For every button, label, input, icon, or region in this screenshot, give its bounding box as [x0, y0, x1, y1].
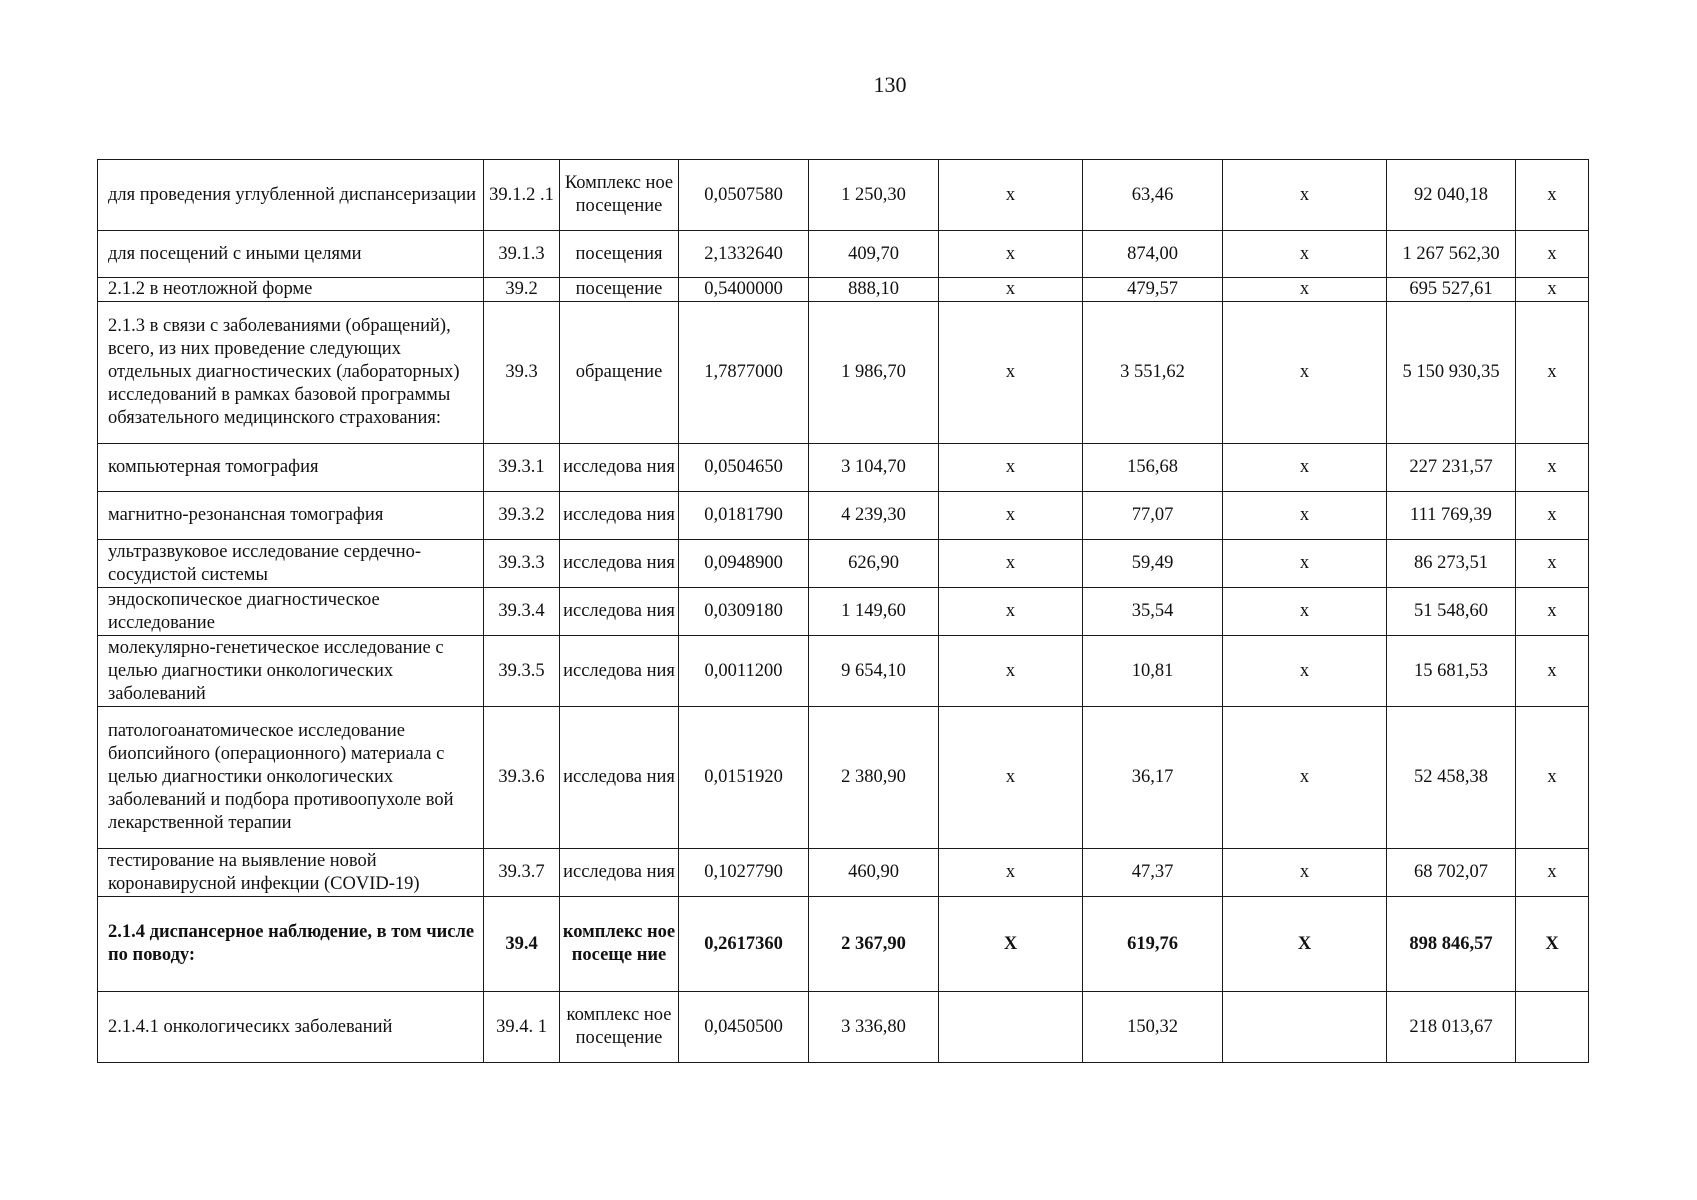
- row-code-cell: 39.3.5: [484, 636, 560, 707]
- row-col6-cell: х: [939, 492, 1083, 540]
- row-col9-cell: 898 846,57: [1387, 897, 1516, 992]
- row-col7-cell: 150,32: [1083, 992, 1223, 1063]
- row-cost-cell: 409,70: [809, 231, 939, 278]
- row-col7-cell: 874,00: [1083, 231, 1223, 278]
- row-col8-cell: х: [1223, 588, 1387, 636]
- row-norm-cell: 2,1332640: [679, 231, 809, 278]
- row-col7-cell: 479,57: [1083, 278, 1223, 302]
- row-norm-cell: 0,0948900: [679, 540, 809, 588]
- row-code-cell: 39.2: [484, 278, 560, 302]
- row-norm-cell: 0,5400000: [679, 278, 809, 302]
- table-body: [98, 160, 1589, 1063]
- row-col8-cell: х: [1223, 160, 1387, 231]
- row-col7-cell: 156,68: [1083, 444, 1223, 492]
- row-code-cell: 39.3.4: [484, 588, 560, 636]
- row-norm-cell: 0,0011200: [679, 636, 809, 707]
- row-col6-cell: х: [939, 636, 1083, 707]
- row-unit-cell: исследова ния: [560, 707, 679, 849]
- row-col7-cell: 47,37: [1083, 849, 1223, 897]
- row-unit-cell: исследова ния: [560, 636, 679, 707]
- row-col6-cell: х: [939, 444, 1083, 492]
- row-unit-cell: посещение: [560, 278, 679, 302]
- row-code-cell: 39.3: [484, 302, 560, 444]
- row-unit-cell: исследова ния: [560, 849, 679, 897]
- table-row: [98, 302, 1589, 444]
- table-row: [98, 278, 1589, 302]
- row-cost-cell: 1 986,70: [809, 302, 939, 444]
- row-col8-cell: х: [1223, 636, 1387, 707]
- row-col8-cell: х: [1223, 231, 1387, 278]
- row-col9-cell: 15 681,53: [1387, 636, 1516, 707]
- row-col9-cell: 218 013,67: [1387, 992, 1516, 1063]
- row-col8-cell: х: [1223, 707, 1387, 849]
- row-code-cell: 39.4. 1: [484, 992, 560, 1063]
- row-name-cell: для посещений с иными целями: [98, 231, 484, 278]
- row-unit-cell: исследова ния: [560, 492, 679, 540]
- row-unit-cell: комплекс ное посещение: [560, 992, 679, 1063]
- table-row: [98, 231, 1589, 278]
- row-code-cell: 39.1.3: [484, 231, 560, 278]
- row-col7-cell: 10,81: [1083, 636, 1223, 707]
- row-norm-cell: 0,0181790: [679, 492, 809, 540]
- row-cost-cell: 888,10: [809, 278, 939, 302]
- row-cost-cell: 2 367,90: [809, 897, 939, 992]
- row-cost-cell: 3 336,80: [809, 992, 939, 1063]
- row-code-cell: 39.4: [484, 897, 560, 992]
- row-unit-cell: посещения: [560, 231, 679, 278]
- row-name-cell: патологоанатомическое исследование биопсийного (операционного) материала с целью диагностики онкологических заболеваний и подбора противоопухоле вой лекарственной терапии: [98, 707, 484, 849]
- row-norm-cell: 0,1027790: [679, 849, 809, 897]
- row-col10-cell: х: [1516, 636, 1589, 707]
- row-col9-cell: 86 273,51: [1387, 540, 1516, 588]
- row-col7-cell: 36,17: [1083, 707, 1223, 849]
- row-col10-cell: х: [1516, 444, 1589, 492]
- row-cost-cell: 2 380,90: [809, 707, 939, 849]
- row-name-cell: молекулярно-генетическое исследование с целью диагностики онкологических заболеваний: [98, 636, 484, 707]
- row-name-cell: эндоскопическое диагностическое исследование: [98, 588, 484, 636]
- row-col8-cell: х: [1223, 444, 1387, 492]
- row-norm-cell: 0,0450500: [679, 992, 809, 1063]
- row-col6-cell: х: [939, 160, 1083, 231]
- row-unit-cell: Комплекс ное посещение: [560, 160, 679, 231]
- row-col8-cell: х: [1223, 849, 1387, 897]
- table-row: [98, 492, 1589, 540]
- row-unit-cell: исследова ния: [560, 444, 679, 492]
- row-norm-cell: 0,0507580: [679, 160, 809, 231]
- row-unit-cell: обращение: [560, 302, 679, 444]
- row-col6-cell: х: [939, 707, 1083, 849]
- row-norm-cell: 1,7877000: [679, 302, 809, 444]
- row-unit-cell: исследова ния: [560, 540, 679, 588]
- row-col10-cell: х: [1516, 278, 1589, 302]
- row-code-cell: 39.3.6: [484, 707, 560, 849]
- row-col7-cell: 59,49: [1083, 540, 1223, 588]
- table-row: [98, 444, 1589, 492]
- row-col9-cell: 1 267 562,30: [1387, 231, 1516, 278]
- row-col6-cell: [939, 992, 1083, 1063]
- row-col10-cell: х: [1516, 540, 1589, 588]
- table-row: [98, 707, 1589, 849]
- row-col6-cell: х: [939, 540, 1083, 588]
- row-norm-cell: 0,0151920: [679, 707, 809, 849]
- row-col9-cell: 92 040,18: [1387, 160, 1516, 231]
- page-number: 130: [873, 72, 907, 97]
- row-cost-cell: 460,90: [809, 849, 939, 897]
- row-col7-cell: 35,54: [1083, 588, 1223, 636]
- row-cost-cell: 3 104,70: [809, 444, 939, 492]
- row-name-cell: для проведения углубленной диспансеризации: [98, 160, 484, 231]
- row-col7-cell: 63,46: [1083, 160, 1223, 231]
- row-cost-cell: 626,90: [809, 540, 939, 588]
- row-norm-cell: 0,0309180: [679, 588, 809, 636]
- row-name-cell: 2.1.4 диспансерное наблюдение, в том числе по поводу:: [98, 897, 484, 992]
- table-row: [98, 636, 1589, 707]
- row-col8-cell: Х: [1223, 897, 1387, 992]
- table-row: [98, 160, 1589, 231]
- row-col6-cell: Х: [939, 897, 1083, 992]
- row-col8-cell: х: [1223, 492, 1387, 540]
- row-col9-cell: 68 702,07: [1387, 849, 1516, 897]
- row-name-cell: 2.1.4.1 онкологичесикх заболеваний: [98, 992, 484, 1063]
- tariff-table: [97, 159, 1589, 1063]
- row-col6-cell: х: [939, 231, 1083, 278]
- row-code-cell: 39.3.7: [484, 849, 560, 897]
- row-col10-cell: х: [1516, 707, 1589, 849]
- row-name-cell: компьютерная томография: [98, 444, 484, 492]
- row-name-cell: ультразвуковое исследование сердечно-сосудистой системы: [98, 540, 484, 588]
- row-name-cell: тестирование на выявление новой коронавирусной инфекции (COVID-19): [98, 849, 484, 897]
- table-row: [98, 588, 1589, 636]
- table-row: [98, 849, 1589, 897]
- table-row: [98, 992, 1589, 1063]
- row-col9-cell: 5 150 930,35: [1387, 302, 1516, 444]
- row-col7-cell: 3 551,62: [1083, 302, 1223, 444]
- row-col8-cell: х: [1223, 302, 1387, 444]
- row-unit-cell: комплекс ное посеще ние: [560, 897, 679, 992]
- row-col9-cell: 51 548,60: [1387, 588, 1516, 636]
- row-col10-cell: х: [1516, 849, 1589, 897]
- row-cost-cell: 4 239,30: [809, 492, 939, 540]
- row-cost-cell: 9 654,10: [809, 636, 939, 707]
- table-row: [98, 540, 1589, 588]
- row-col6-cell: х: [939, 588, 1083, 636]
- row-norm-cell: 0,2617360: [679, 897, 809, 992]
- row-code-cell: 39.3.2: [484, 492, 560, 540]
- row-col10-cell: Х: [1516, 897, 1589, 992]
- row-col10-cell: х: [1516, 492, 1589, 540]
- row-code-cell: 39.3.3: [484, 540, 560, 588]
- row-col10-cell: х: [1516, 302, 1589, 444]
- row-col9-cell: 695 527,61: [1387, 278, 1516, 302]
- row-col6-cell: х: [939, 302, 1083, 444]
- row-name-cell: 2.1.3 в связи с заболеваниями (обращений), всего, из них проведение следующих отдельных диагностических (лабораторных) исследований в рамках базовой программы обязательного медицинского страхования:: [98, 302, 484, 444]
- table-row: [98, 897, 1589, 992]
- row-col7-cell: 619,76: [1083, 897, 1223, 992]
- row-name-cell: 2.1.2 в неотложной форме: [98, 278, 484, 302]
- row-col6-cell: х: [939, 278, 1083, 302]
- row-col6-cell: х: [939, 849, 1083, 897]
- row-cost-cell: 1 149,60: [809, 588, 939, 636]
- row-code-cell: 39.3.1: [484, 444, 560, 492]
- row-col10-cell: х: [1516, 231, 1589, 278]
- row-cost-cell: 1 250,30: [809, 160, 939, 231]
- row-col9-cell: 227 231,57: [1387, 444, 1516, 492]
- row-col10-cell: [1516, 992, 1589, 1063]
- row-col10-cell: х: [1516, 160, 1589, 231]
- row-col9-cell: 52 458,38: [1387, 707, 1516, 849]
- row-col10-cell: х: [1516, 588, 1589, 636]
- row-col7-cell: 77,07: [1083, 492, 1223, 540]
- row-col8-cell: [1223, 992, 1387, 1063]
- row-col9-cell: 111 769,39: [1387, 492, 1516, 540]
- row-unit-cell: исследова ния: [560, 588, 679, 636]
- row-col8-cell: х: [1223, 540, 1387, 588]
- row-norm-cell: 0,0504650: [679, 444, 809, 492]
- row-col8-cell: х: [1223, 278, 1387, 302]
- row-name-cell: магнитно-резонансная томография: [98, 492, 484, 540]
- row-code-cell: 39.1.2 .1: [484, 160, 560, 231]
